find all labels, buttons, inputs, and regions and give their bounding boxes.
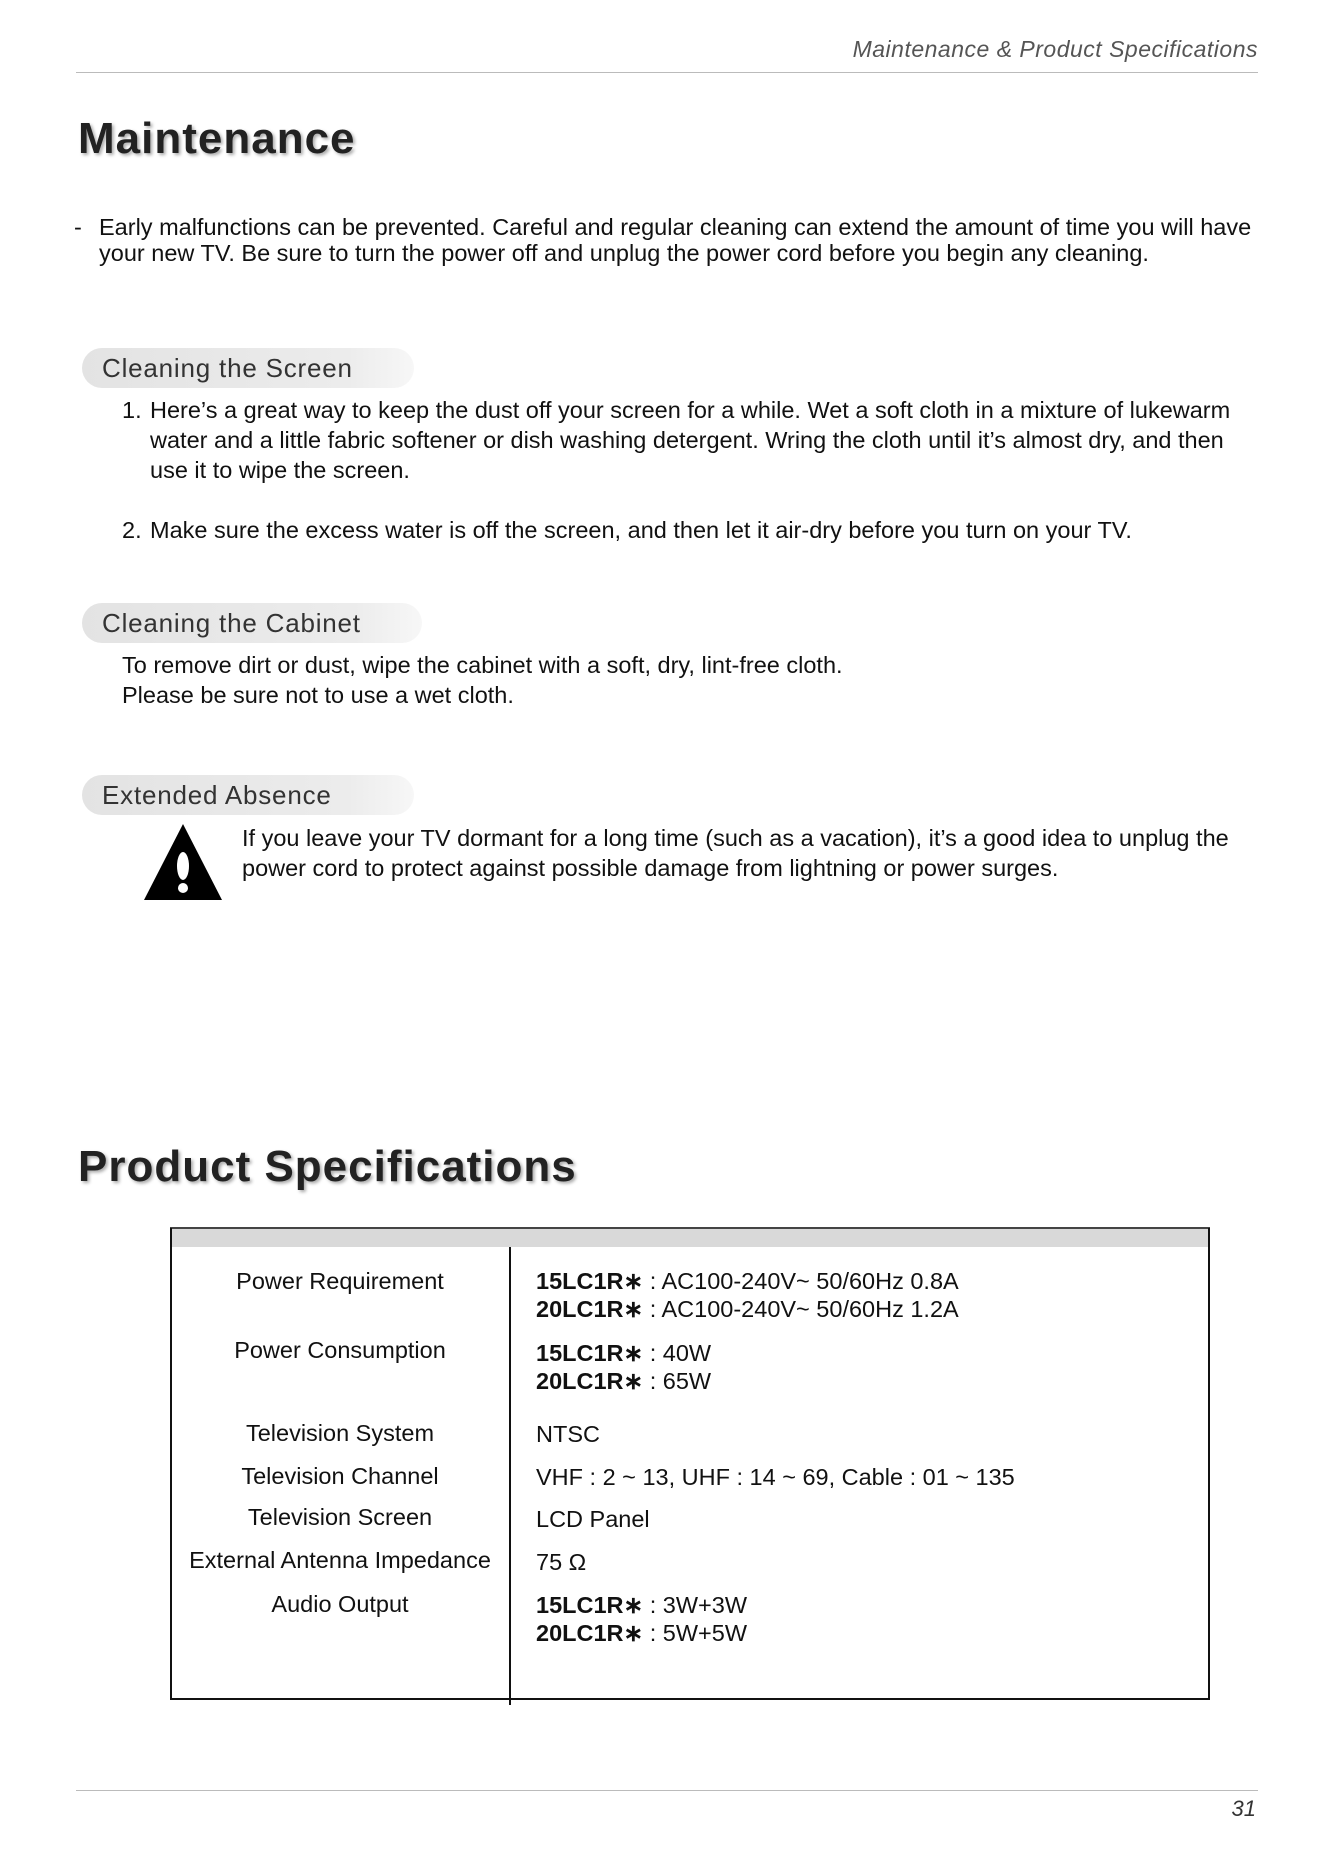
header-rule <box>76 72 1258 73</box>
spec-label: Television Screen <box>247 1504 433 1530</box>
page-number: 31 <box>1231 1796 1256 1821</box>
spec-value <box>536 1267 959 1323</box>
intro-dash: - <box>74 214 82 240</box>
maintenance-title: Maintenance <box>78 114 356 163</box>
footer-rule <box>76 1790 1258 1791</box>
list-item-number: 1. <box>122 397 142 423</box>
model-name: 20LC1R∗ <box>536 1368 644 1394</box>
extended-absence-heading: Extended Absence <box>82 775 414 815</box>
maintenance-intro <box>74 214 1254 266</box>
spec-value-text: : AC100-240V~ 50/60Hz 0.8A <box>643 1268 959 1294</box>
warning-triangle-icon <box>142 822 224 902</box>
spec-value-text: : 5W+5W <box>643 1620 748 1646</box>
list-item <box>122 395 1232 485</box>
running-header: Maintenance & Product Specifications <box>852 36 1258 62</box>
model-name: 20LC1R∗ <box>536 1620 644 1646</box>
cleaning-screen-heading: Cleaning the Screen <box>82 348 414 388</box>
spec-label: Power Consumption <box>234 1337 446 1363</box>
spec-value-text: : 65W <box>643 1368 712 1394</box>
spec-label: External Antenna Impedance <box>189 1547 491 1573</box>
intro-text: Early malfunctions can be prevented. Careful and regular cleaning can extend the amount of time you will have your new TV. Be sure to turn the power off and unplug the power cord before you begin any cleaning. <box>99 214 1252 266</box>
cabinet-line-1: To remove dirt or dust, wipe the cabinet with a soft, dry, lint-free cloth. <box>122 652 843 678</box>
model-name: 20LC1R∗ <box>536 1296 644 1322</box>
spec-label: Television Channel <box>241 1463 439 1489</box>
list-item-number: 2. <box>122 517 142 543</box>
spec-value: LCD Panel <box>536 1506 650 1532</box>
cabinet-instructions <box>122 650 1222 710</box>
model-name: 15LC1R∗ <box>536 1592 644 1618</box>
model-name: 15LC1R∗ <box>536 1340 644 1366</box>
list-item-text: Make sure the excess water is off the screen, and then let it air-dry before you turn on your TV. <box>150 517 1132 543</box>
spec-value-text: : AC100-240V~ 50/60Hz 1.2A <box>643 1296 959 1322</box>
cabinet-line-2: Please be sure not to use a wet cloth. <box>122 682 514 708</box>
list-item-text: Here’s a great way to keep the dust off your screen for a while. Wet a soft cloth in a mixture of lukewarm water and a little fabric softener or dish washing detergent. Wring the cloth until it’s almost dry, and then use it to wipe the screen. <box>150 397 1231 483</box>
spec-value <box>536 1591 747 1647</box>
spec-value-text: : 3W+3W <box>643 1592 748 1618</box>
list-item <box>122 515 1232 545</box>
spec-value-text: : 40W <box>643 1340 712 1366</box>
spec-value <box>536 1339 711 1395</box>
extended-absence-text: If you leave your TV dormant for a long time (such as a vacation), it’s a good idea to unplug the power cord to protect against possible damage from lightning or power surges. <box>242 825 1229 881</box>
spec-label: Power Requirement <box>236 1268 444 1294</box>
spec-value: 75 Ω <box>536 1549 587 1575</box>
cleaning-cabinet-heading: Cleaning the Cabinet <box>82 603 422 643</box>
spec-label: Television System <box>245 1420 435 1446</box>
specifications-title: Product Specifications <box>78 1142 577 1191</box>
spec-value: VHF : 2 ~ 13, UHF : 14 ~ 69, Cable : 01 ~ 135 <box>536 1464 1015 1490</box>
spec-label: Audio Output <box>271 1591 409 1617</box>
spec-value: NTSC <box>536 1421 600 1447</box>
model-name: 15LC1R∗ <box>536 1268 644 1294</box>
